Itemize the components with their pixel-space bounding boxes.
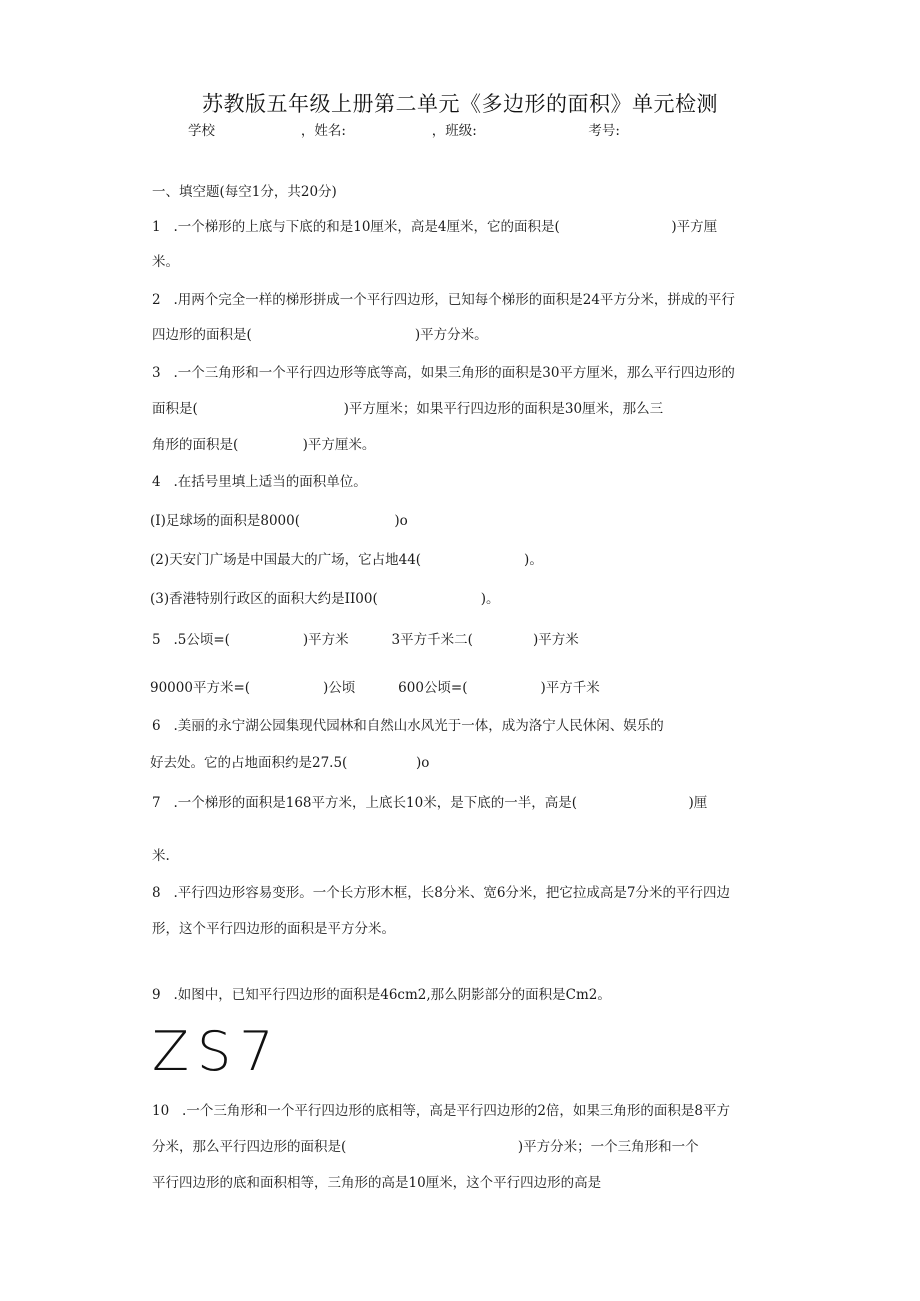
question-9-line-1: 9 .如图中，已知平行四边形的面积是46cm2,那么阴影部分的面积是Cm2。 [152,987,611,1003]
question-1-line-2: 米。 [152,254,179,270]
question-1-line-1: 1 .一个梯形的上底与下底的和是10厘米，高是4厘米，它的面积是( )平方厘 [152,219,718,235]
question-8-line-2: 形，这个平行四边形的面积是平方分米。 [152,921,395,937]
question-7-line-1: 7 .一个梯形的面积是168平方米，上底长10米，是下底的一半，高是( )厘 [152,795,708,811]
question-4-item-2: (2)天安门广场是中国最大的广场，它占地44( )。 [150,552,543,568]
question-3-line-3: 角形的面积是( )平方厘米。 [152,437,376,453]
exam-title: 苏教版五年级上册第二单元《多边形的面积》单元检测 [202,92,718,116]
question-3-line-2: 面积是( )平方厘米；如果平行四边形的面积是30厘米，那么三 [152,401,664,417]
question-4-line-1: 4 .在括号里填上适当的面积单位。 [152,474,367,490]
question-2-line-1: 2 .用两个完全一样的梯形拼成一个平行四边形，已知每个梯形的面积是24平方分米，拼成的平行 [152,292,735,308]
section-heading: 一、填空题(每空1分，共20分) [152,184,337,200]
question-5-line-2: 90000平方米=( )公顷 600公顷=( )平方千米 [150,680,600,696]
question-4-item-3: (3)香港特别行政区的面积大约是II00( )。 [150,591,500,607]
question-4-item-1: (I)足球场的面积是8000( )o [150,513,408,529]
student-info-line: 学校 ，姓名: ，班级: 考号: [188,123,620,139]
question-10-line-2: 分米，那么平行四边形的面积是( )平方分米；一个三角形和一个 [152,1139,699,1155]
question-9-figure: ZS7 [152,1020,282,1083]
question-10-line-1: 10 .一个三角形和一个平行四边形的底相等，高是平行四边形的2倍，如果三角形的面积是8平方 [152,1103,731,1119]
question-3-line-1: 3 .一个三角形和一个平行四边形等底等高，如果三角形的面积是30平方厘米，那么平行四边形的 [152,365,735,381]
question-6-line-1: 6 .美丽的永宁湖公园集现代园林和自然山水风光于一体，成为洛宁人民休闲、娱乐的 [152,718,664,734]
question-5-line-1: 5 .5公顷=( )平方米 3平方千米二( )平方米 [152,632,579,648]
question-6-line-2: 好去处。它的占地面积约是27.5( )o [150,755,430,771]
question-7-line-2: 米. [152,848,170,864]
question-2-line-2: 四边形的面积是( )平方分米。 [152,327,488,343]
question-8-line-1: 8 .平行四边形容易变形。一个长方形木框，长8分米、宽6分米，把它拉成高是7分米的平行四边 [152,885,731,901]
question-10-line-3: 平行四边形的底和面积相等，三角形的高是10厘米，这个平行四边形的高是 [152,1175,602,1191]
